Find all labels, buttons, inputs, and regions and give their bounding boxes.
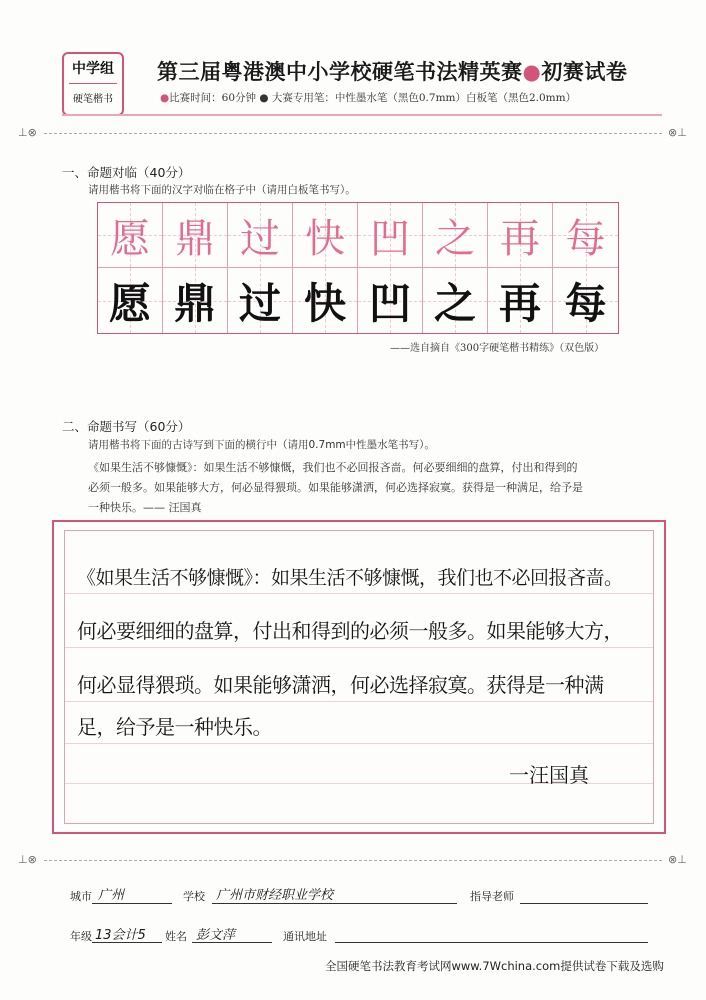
model-char-cell [163,203,228,268]
writing-rule [65,647,653,648]
title-main: 第三届粤港澳中小学校硬笔书法精英赛 [157,60,523,84]
city-value[interactable]: 广州 [98,888,125,903]
footer-note: 全国硬笔书法教育考试网www.7Wchina.com提供试卷下载及选购 [325,959,664,973]
model-char: 快 [305,215,345,262]
section2-heading: 二、命题书写（60分） [62,419,191,434]
copied-char: 再 [498,278,541,328]
cut-line-bottom [44,860,662,861]
model-char-cell [228,203,293,268]
handwritten-signature: 一汪国真 [509,763,589,787]
teacher-label: 指导老师 [470,890,514,903]
section1-instruction: 请用楷书将下面的汉字对临在格子中（请用白板笔书写）。 [88,184,356,196]
section2-instruction: 请用楷书将下面的古诗写到下面的横行中（请用0.7mm中性墨水笔书写）。 [88,439,435,451]
badge-group: 中学组 [72,61,114,77]
school-label: 学校 [183,890,205,903]
writing-area [64,530,654,824]
scissors-right-icon: ⊗⊥ [668,853,687,866]
badge-divider [69,83,117,84]
copied-char: 愿 [108,278,151,328]
group-badge [62,52,124,116]
cut-line-top [44,133,662,134]
copied-char-cell [98,268,163,333]
model-char-cell [98,203,163,268]
handwritten-line: 《如果生活不够慷慨》：如果生活不够慷慨，我们也不必回报吝啬。 [77,567,623,589]
poem-line: 《如果生活不够慷慨》：如果生活不够慷慨，我们也不必回报吝啬。何必要细细的盘算，付出和得到的 [88,461,578,474]
handwritten-line: 何必显得猥琐。如果能够潇洒，何必选择寂寞。获得是一种满 [77,673,604,697]
city-label: 城市 [70,890,92,903]
poem-line: 必须一般多。如果能够大方，何必显得猥琐。如果能够潇洒，何必选择寂寞。获得是一种满足，给予是 [88,481,583,494]
scissors-left-icon: ⊥⊗ [18,853,37,866]
model-char-cell [358,203,423,268]
name-label: 姓名 [165,930,187,943]
page-title [157,56,627,86]
copied-char-cell [163,268,228,333]
model-char: 每 [565,215,606,262]
copied-char: 快 [303,278,346,328]
model-char: 愿 [110,215,150,262]
copied-char-cell [553,268,618,333]
model-char: 过 [240,215,280,262]
copied-char-cell [293,268,358,333]
copied-char: 鼎 [173,278,216,328]
copied-char: 之 [433,278,476,328]
scissors-right-icon: ⊗⊥ [668,126,687,139]
badge-category: 硬笔楷书 [73,94,113,105]
copied-char-cell [423,268,488,333]
grade-underline [92,942,162,943]
title-suffix: 初赛试卷 [541,60,628,84]
model-char: 之 [435,215,475,262]
address-underline[interactable] [335,942,648,943]
model-char: 凹 [370,215,410,262]
copied-char: 每 [564,278,607,328]
name-value[interactable]: 彭文萍 [196,928,236,943]
name-underline [192,942,272,943]
info-bullet: ● [160,92,170,104]
model-char: 再 [500,215,540,262]
copied-char-cell [488,268,553,333]
scissors-left-icon: ⊥⊗ [18,126,37,139]
school-value[interactable]: 广州市财经职业学校 [216,888,334,903]
copied-char-cell [358,268,423,333]
model-char-cell [553,203,618,268]
poem-text [88,458,668,518]
source-citation: ——选自摘自《300字硬笔楷书精练》（双色版） [390,343,605,354]
address-label: 通讯地址 [283,930,327,943]
copied-char: 凹 [368,278,411,328]
writing-rule [65,593,653,594]
model-char-cell [488,203,553,268]
writing-rule [65,743,653,744]
title-dot: ● [522,60,542,84]
grade-label: 年级 [70,930,92,943]
city-underline [92,903,172,904]
writing-rule [65,701,653,702]
handwritten-line: 何必要细细的盘算，付出和得到的必须一般多。如果能够大方， [77,619,623,643]
handwritten-line: 足，给予是一种快乐。 [77,715,272,739]
school-underline [212,903,457,904]
grade-value[interactable]: 13会计5 [95,928,146,943]
section1-heading: 一、命题对临（40分） [62,165,191,180]
writing-box [52,520,666,834]
copied-char-cell [228,268,293,333]
header-divider [62,114,662,116]
teacher-underline[interactable] [520,903,648,904]
model-char-cell [293,203,358,268]
model-char: 鼎 [175,215,215,262]
exam-info [160,90,576,105]
model-char-cell [423,203,488,268]
copy-grid [97,202,619,334]
poem-line: 一种快乐。—— 汪国真 [88,501,202,514]
exam-info-text: 比赛时间：60分钟 ● 大赛专用笔：中性墨水笔（黑色0.7mm）白板笔（黑色2.0mm） [169,92,577,104]
copied-char: 过 [238,278,281,328]
